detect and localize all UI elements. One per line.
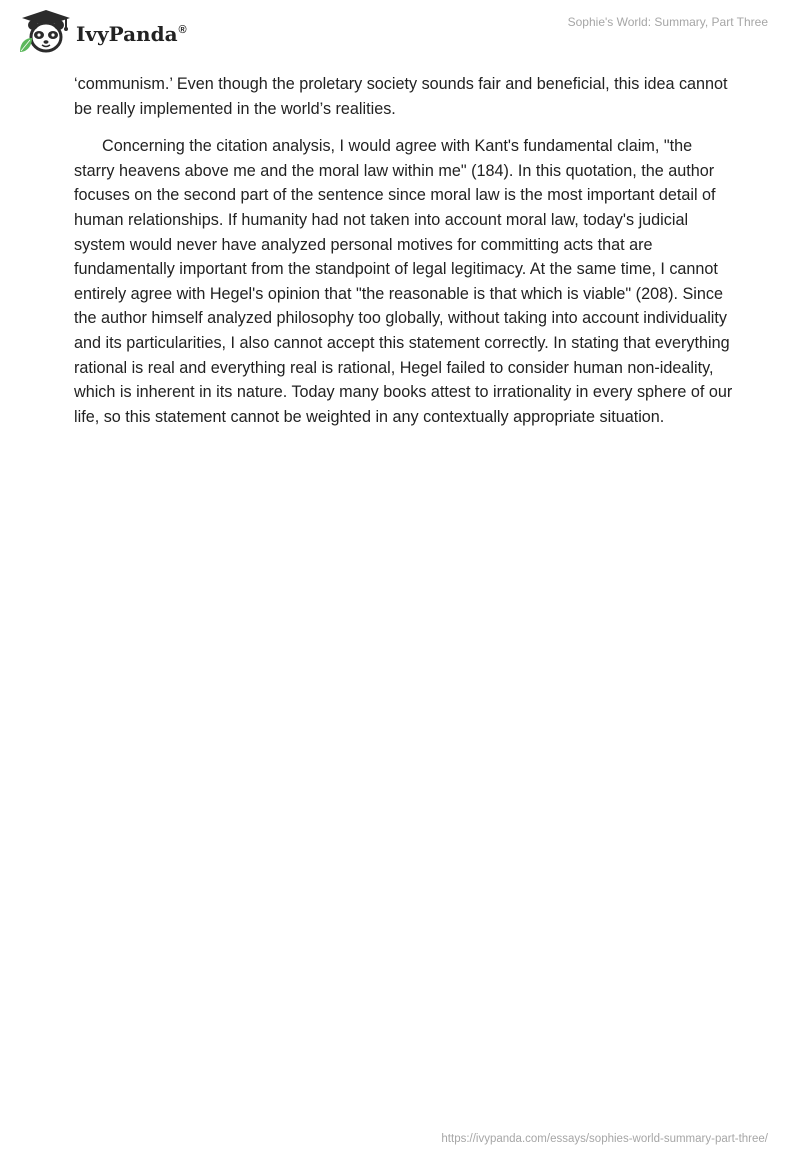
panda-logo-icon [14, 8, 74, 58]
source-url[interactable]: https://ivypanda.com/essays/sophies-world-summary-part-three/ [441, 1133, 768, 1145]
page-header [0, 0, 800, 70]
registered-mark: ® [178, 24, 187, 37]
essay-paragraph: ‘communism.’ Even though the proletary society sounds fair and beneficial, this idea cannot be really implemented in the world’s realities. [74, 75, 728, 118]
brand-name: IvyPanda® [76, 22, 187, 46]
brand-logo[interactable] [14, 8, 187, 58]
document-title: Sophie's World: Summary, Part Three [567, 15, 768, 29]
essay-paragraph: Concerning the citation analysis, I would agree with Kant's fundamental claim, "the starry heavens above me and the moral law within me" (184). In this quotation, the author focuses on the second part of the sentence since moral law is the most important detail of human relationships. If humanity had not taken into account moral law, today's judicial system would never have analyzed personal motives for committing acts that are fundamentally important from the standpoint of legal legitimacy. At the same time, I cannot entirely agree with Hegel's opinion that "the reasonable is that which is viable" (208). Since the author himself analyzed philosophy too globally, without taking into account individuality and its particularities, I also cannot accept this statement correctly. In stating that everything rational is real and everything real is rational, Hegel failed to consider human non-ideality, which is inherent in its nature. Today many books attest to irrationality in every sphere of our life, so this statement cannot be weighted in any contextually appropriate situation. [74, 137, 733, 426]
essay-content [74, 72, 734, 429]
